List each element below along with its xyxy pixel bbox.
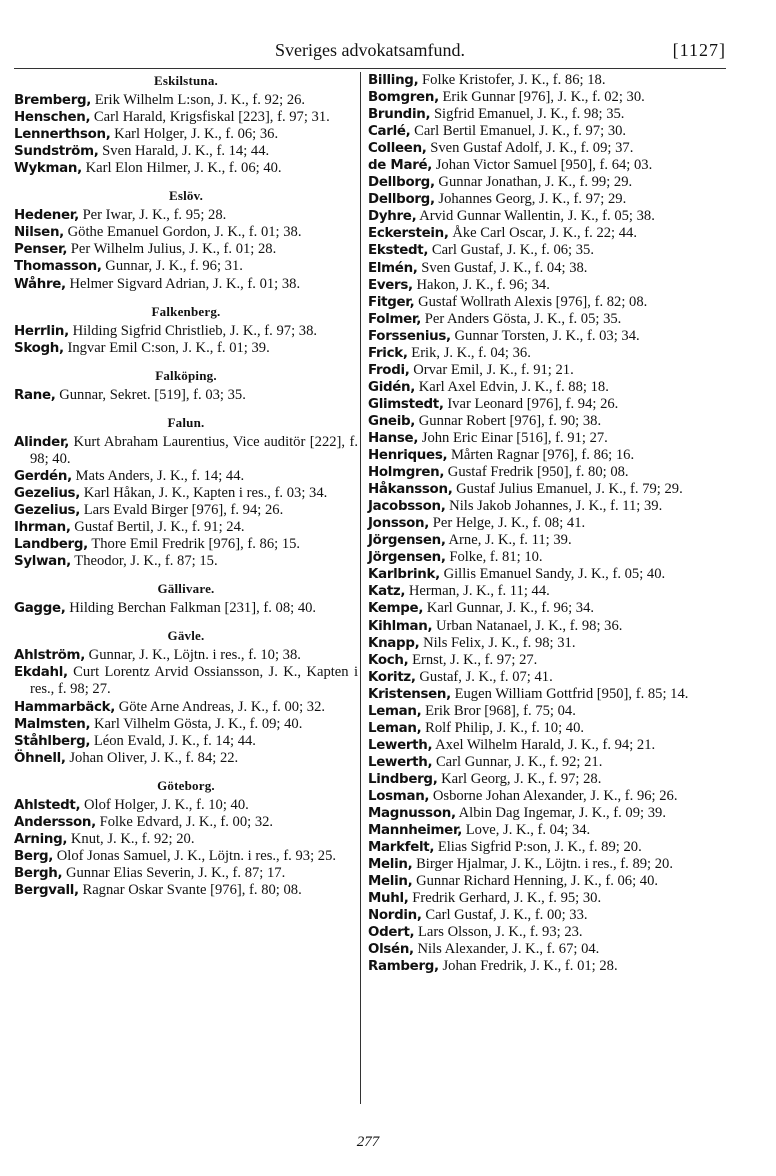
entry-details: Love, J. K., f. 04; 34. xyxy=(465,822,591,839)
directory-entry xyxy=(368,669,712,686)
directory-entry xyxy=(368,89,712,106)
entry-surname: Sundström, xyxy=(14,144,99,160)
entry-surname: Billing, xyxy=(368,73,419,88)
directory-entry xyxy=(14,664,358,698)
entry-details: Urban Natanael, J. K., f. 98; 36. xyxy=(435,617,623,634)
entry-surname: Jörgensen, xyxy=(368,533,446,549)
directory-entry xyxy=(368,396,712,413)
directory-entry xyxy=(14,699,358,716)
entry-surname: Magnusson, xyxy=(368,806,456,822)
entry-surname: Ihrman, xyxy=(14,520,71,536)
directory-entry xyxy=(14,126,358,143)
entry-details: Erik, J. K., f. 04; 36. xyxy=(411,344,531,361)
entry-details: Rolf Philip, J. K., f. 10; 40. xyxy=(425,719,585,736)
section-heading: Gällivare. xyxy=(157,581,215,597)
entry-surname: Hanse, xyxy=(368,430,419,446)
entry-surname: Brundin, xyxy=(368,107,431,123)
entry-details: Gunnar Torsten, J. K., f. 03; 34. xyxy=(454,327,640,344)
entry-surname: Losman, xyxy=(368,788,430,804)
entry-details: Sven Gustaf Adolf, J. K., f. 09; 37. xyxy=(430,140,634,157)
directory-entry xyxy=(368,583,712,600)
directory-entry xyxy=(14,865,358,882)
directory-entry xyxy=(14,600,358,617)
entry-details: Karl Håkan, J. K., Kapten i res., f. 03; 34. xyxy=(83,484,328,501)
entry-surname: Glimstedt, xyxy=(368,396,444,412)
entry-details: Birger Hjalmar, J. K., Löjtn. i res., f. 89; 20. xyxy=(416,856,674,873)
entry-surname: Andersson, xyxy=(14,814,96,830)
entry-surname: Jacobsson, xyxy=(368,499,446,515)
directory-entry xyxy=(14,716,358,733)
entry-surname: Mannheimer, xyxy=(368,823,463,839)
entry-details: Gunnar, J. K., f. 96; 31. xyxy=(105,258,243,275)
entry-surname: Bergh, xyxy=(14,865,63,881)
entry-surname: Gidén, xyxy=(368,379,416,395)
directory-entry xyxy=(368,208,712,225)
directory-entry xyxy=(368,140,712,157)
section-heading: Falun. xyxy=(167,414,205,430)
entry-details: Karl Gunnar, J. K., f. 96; 34. xyxy=(426,600,595,617)
entry-surname: Olsén, xyxy=(368,942,414,958)
directory-entry xyxy=(368,771,712,788)
entry-surname: Leman, xyxy=(368,703,422,719)
directory-entry xyxy=(14,276,358,293)
entry-details: Gunnar Elias Severin, J. K., f. 87; 17. xyxy=(65,864,286,881)
entry-details: Karl Vilhelm Gösta, J. K., f. 09; 40. xyxy=(93,715,303,732)
directory-entry xyxy=(368,481,712,498)
directory-entry xyxy=(14,258,358,275)
entry-surname: Odert, xyxy=(368,925,415,941)
entry-surname: Bergvall, xyxy=(14,882,79,898)
entry-surname: Elmén, xyxy=(368,260,418,276)
entry-details: Albin Dag Ingemar, J. K., f. 09; 39. xyxy=(458,805,666,822)
entry-details: Erik Wilhelm L:son, J. K., f. 92; 26. xyxy=(94,92,306,109)
directory-entry xyxy=(368,720,712,737)
directory-entry xyxy=(14,340,358,357)
section-heading: Falköping. xyxy=(155,367,217,383)
entry-details: Olof Holger, J. K., f. 10; 40. xyxy=(83,796,249,813)
entry-details: Thore Emil Fredrik [976], f. 86; 15. xyxy=(91,536,301,553)
directory-entry xyxy=(14,92,358,109)
entry-surname: de Maré, xyxy=(368,158,433,174)
entry-surname: Karlbrink, xyxy=(368,567,440,583)
directory-entry xyxy=(368,362,712,379)
directory-entry xyxy=(368,328,712,345)
entry-details: Gunnar Robert [976], f. 90; 38. xyxy=(418,412,602,429)
directory-entry xyxy=(368,941,712,958)
directory-entry xyxy=(368,464,712,481)
entry-surname: Nordin, xyxy=(368,908,422,924)
entry-surname: Frodi, xyxy=(368,362,410,378)
directory-entry xyxy=(368,174,712,191)
entry-surname: Bremberg, xyxy=(14,93,92,109)
running-header xyxy=(14,38,726,69)
entry-details: Erik Bror [968], f. 75; 04. xyxy=(425,702,576,719)
entry-surname: Kristensen, xyxy=(368,686,451,702)
directory-entry xyxy=(368,754,712,771)
entry-surname: Jonsson, xyxy=(368,516,430,532)
entry-surname: Dellborg, xyxy=(368,192,435,208)
directory-entry xyxy=(368,345,712,362)
entry-surname: Rane, xyxy=(14,387,56,403)
entry-details: Carl Harald, Krigsfiskal [223], f. 97; 31. xyxy=(93,109,330,126)
entry-surname: Malmsten, xyxy=(14,716,91,732)
directory-entry xyxy=(368,294,712,311)
entry-surname: Gagge, xyxy=(14,601,66,617)
directory-entry xyxy=(14,207,358,224)
entry-details: Per Helge, J. K., f. 08; 41. xyxy=(432,515,586,532)
entry-details: Hakon, J. K., f. 96; 34. xyxy=(416,276,550,293)
directory-entry xyxy=(14,241,358,258)
entry-details: Mårten Ragnar [976], f. 86; 16. xyxy=(450,447,635,464)
entry-surname: Gezelius, xyxy=(14,485,81,501)
directory-entry xyxy=(368,890,712,907)
entry-surname: Thomasson, xyxy=(14,259,102,275)
entry-details: Gunnar, Sekret. [519], f. 03; 35. xyxy=(59,386,246,403)
entry-details: Olof Jonas Samuel, J. K., Löjtn. i res., f. 93; 25. xyxy=(56,847,337,864)
directory-entry xyxy=(14,814,358,831)
entry-surname: Sylwan, xyxy=(14,554,71,570)
directory-entry xyxy=(14,143,358,160)
entry-details: Ragnar Oskar Svante [976], f. 80; 08. xyxy=(82,881,302,898)
entry-details: Johannes Georg, J. K., f. 97; 29. xyxy=(438,191,627,208)
entry-details: Theodor, J. K., f. 87; 15. xyxy=(74,553,218,570)
left-column xyxy=(14,72,358,899)
entry-details: Lars Olsson, J. K., f. 93; 23. xyxy=(418,924,583,941)
entry-details: Göthe Emanuel Gordon, J. K., f. 01; 38. xyxy=(67,224,302,241)
entry-surname: Ahlström, xyxy=(14,648,86,664)
directory-entry xyxy=(368,515,712,532)
entry-surname: Nilsen, xyxy=(14,225,64,241)
entry-surname: Frick, xyxy=(368,345,408,361)
entry-details: Sven Gustaf, J. K., f. 04; 38. xyxy=(421,259,588,276)
directory-entry xyxy=(368,686,712,703)
directory-entry xyxy=(368,157,712,174)
entry-details: Léon Evald, J. K., f. 14; 44. xyxy=(93,732,256,749)
entry-details: Karl Elon Hilmer, J. K., f. 06; 40. xyxy=(85,160,282,177)
entry-surname: Dellborg, xyxy=(368,175,435,191)
directory-entry xyxy=(14,750,358,767)
entry-surname: Dyhre, xyxy=(368,209,417,225)
entry-surname: Ekdahl, xyxy=(14,665,68,681)
entry-surname: Eckerstein, xyxy=(368,226,449,242)
entry-surname: Folmer, xyxy=(368,311,422,327)
entry-details: Gustaf Bertil, J. K., f. 91; 24. xyxy=(74,519,245,536)
entry-surname: Carlé, xyxy=(368,124,411,140)
entry-details: Sigfrid Emanuel, J. K., f. 98; 35. xyxy=(433,106,625,123)
entry-surname: Katz, xyxy=(368,584,406,600)
directory-entry xyxy=(368,566,712,583)
entry-surname: Håkansson, xyxy=(368,482,453,498)
entry-details: John Eric Einar [516], f. 91; 27. xyxy=(421,429,608,446)
entry-details: Karl Axel Edvin, J. K., f. 88; 18. xyxy=(418,378,609,395)
entry-surname: Wåhre, xyxy=(14,276,66,292)
directory-entry xyxy=(368,549,712,566)
entry-surname: Öhnell, xyxy=(14,750,66,766)
directory-entry xyxy=(368,618,712,635)
entry-surname: Herrlin, xyxy=(14,323,69,339)
directory-entry xyxy=(14,434,358,468)
entry-details: Orvar Emil, J. K., f. 91; 21. xyxy=(413,361,574,378)
entry-details: Knut, J. K., f. 92; 20. xyxy=(70,830,195,847)
entry-details: Karl Georg, J. K., f. 97; 28. xyxy=(441,770,602,787)
entry-details: Nils Felix, J. K., f. 98; 31. xyxy=(423,634,576,651)
directory-entry xyxy=(14,502,358,519)
directory-entry xyxy=(14,797,358,814)
directory-entry xyxy=(368,532,712,549)
entry-surname: Koritz, xyxy=(368,669,416,685)
entry-details: Sven Harald, J. K., f. 14; 44. xyxy=(102,143,270,160)
entry-surname: Gerdén, xyxy=(14,468,72,484)
entry-details: Ivar Leonard [976], f. 94; 26. xyxy=(447,395,619,412)
entry-details: Per Wilhelm Julius, J. K., f. 01; 28. xyxy=(70,241,277,258)
entry-details: Göte Arne Andreas, J. K., f. 00; 32. xyxy=(118,698,326,715)
entry-surname: Ekstedt, xyxy=(368,243,429,259)
section-heading: Falkenberg. xyxy=(151,303,221,319)
entry-details: Hilding Sigfrid Christlieb, J. K., f. 97; 38. xyxy=(72,322,318,339)
entry-surname: Holmgren, xyxy=(368,465,445,481)
page-reference: [1127] xyxy=(672,40,726,60)
entry-surname: Leman, xyxy=(368,720,422,736)
entry-surname: Skogh, xyxy=(14,340,64,356)
right-column xyxy=(368,72,712,975)
entry-surname: Forssenius, xyxy=(368,328,451,344)
entry-details: Gunnar Richard Henning, J. K., f. 06; 40. xyxy=(416,873,659,890)
entry-surname: Melin, xyxy=(368,857,413,873)
entry-surname: Lewerth, xyxy=(368,737,433,753)
entry-surname: Ramberg, xyxy=(368,959,439,975)
entry-details: Carl Bertil Emanuel, J. K., f. 97; 30. xyxy=(414,123,627,140)
directory-entry xyxy=(368,225,712,242)
entry-details: Per Iwar, J. K., f. 95; 28. xyxy=(82,207,227,224)
directory-entry xyxy=(368,805,712,822)
entry-details: Gillis Emanuel Sandy, J. K., f. 05; 40. xyxy=(443,566,666,583)
directory-entry xyxy=(14,553,358,570)
directory-entry xyxy=(14,109,358,126)
entry-details: Per Anders Gösta, J. K., f. 05; 35. xyxy=(424,310,622,327)
entry-surname: Kempe, xyxy=(368,601,424,617)
entry-details: Carl Gustaf, J. K., f. 00; 33. xyxy=(425,907,588,924)
entry-surname: Kihlman, xyxy=(368,618,433,634)
entry-surname: Muhl, xyxy=(368,891,409,907)
entry-details: Curt Lorentz Arvid Ossiansson, J. K., Kapten i res., f. 98; 27. xyxy=(30,664,358,698)
entry-details: Fredrik Gerhard, J. K., f. 95; 30. xyxy=(412,890,602,907)
entry-surname: Evers, xyxy=(368,277,413,293)
entry-surname: Ståhlberg, xyxy=(14,733,91,749)
entry-details: Arne, J. K., f. 11; 39. xyxy=(448,532,572,549)
entry-details: Mats Anders, J. K., f. 14; 44. xyxy=(75,467,245,484)
entry-surname: Koch, xyxy=(368,652,409,668)
entry-details: Nils Alexander, J. K., f. 67; 04. xyxy=(417,941,600,958)
entry-details: Axel Wilhelm Harald, J. K., f. 94; 21. xyxy=(435,736,656,753)
entry-details: Gunnar, J. K., Löjtn. i res., f. 10; 38. xyxy=(88,647,301,664)
entry-details: Nils Jakob Johannes, J. K., f. 11; 39. xyxy=(449,498,663,515)
entry-surname: Bomgren, xyxy=(368,90,439,106)
entry-details: Gunnar Jonathan, J. K., f. 99; 29. xyxy=(438,174,633,191)
entry-details: Herman, J. K., f. 11; 44. xyxy=(408,583,550,600)
entry-details: Folke Kristofer, J. K., f. 86; 18. xyxy=(422,72,606,88)
entry-details: Erik Gunnar [976], J. K., f. 02; 30. xyxy=(442,89,645,106)
entry-surname: Fitger, xyxy=(368,294,415,310)
entry-surname: Melin, xyxy=(368,874,413,890)
directory-entry xyxy=(368,839,712,856)
entry-details: Carl Gustaf, J. K., f. 06; 35. xyxy=(431,242,594,259)
directory-entry xyxy=(368,788,712,805)
entry-details: Gustaf Wollrath Alexis [976], f. 82; 08. xyxy=(418,293,648,310)
directory-entry xyxy=(368,242,712,259)
directory-entry xyxy=(368,413,712,430)
directory-entry xyxy=(14,224,358,241)
directory-entry xyxy=(14,387,358,404)
entry-surname: Berg, xyxy=(14,848,54,864)
entry-surname: Markfelt, xyxy=(368,840,435,856)
entry-surname: Penser, xyxy=(14,242,68,258)
column-divider xyxy=(360,72,361,1104)
directory-entry xyxy=(368,600,712,617)
entry-details: Gustaf, J. K., f. 07; 41. xyxy=(419,668,553,685)
directory-entry xyxy=(368,873,712,890)
directory-entry xyxy=(368,123,712,140)
entry-surname: Landberg, xyxy=(14,537,88,553)
entry-details: Osborne Johan Alexander, J. K., f. 96; 26. xyxy=(432,787,678,804)
entry-surname: Gezelius, xyxy=(14,503,81,519)
entry-surname: Henschen, xyxy=(14,110,91,126)
section-heading: Göteborg. xyxy=(157,777,215,793)
entry-details: Folke Edvard, J. K., f. 00; 32. xyxy=(99,813,274,830)
directory-entry xyxy=(14,848,358,865)
directory-entry xyxy=(368,958,712,975)
directory-entry xyxy=(368,907,712,924)
directory-entry xyxy=(368,260,712,277)
directory-entry xyxy=(368,430,712,447)
directory-entry xyxy=(368,311,712,328)
entry-details: Johan Oliver, J. K., f. 84; 22. xyxy=(69,749,239,766)
entry-details: Folke, f. 81; 10. xyxy=(449,549,543,566)
entry-surname: Lennerthson, xyxy=(14,127,111,143)
entry-surname: Knapp, xyxy=(368,635,420,651)
entry-surname: Alinder, xyxy=(14,434,70,450)
entry-details: Kurt Abraham Laurentius, Vice auditör [222], f. 98; 40. xyxy=(30,433,358,467)
directory-entry xyxy=(14,485,358,502)
entry-details: Gustaf Fredrik [950], f. 80; 08. xyxy=(447,464,629,481)
entry-surname: Lindberg, xyxy=(368,771,438,787)
entry-details: Elias Sigfrid P:son, J. K., f. 89; 20. xyxy=(437,839,642,856)
section-heading: Eskilstuna. xyxy=(154,73,218,88)
entry-surname: Lewerth, xyxy=(368,754,433,770)
entry-details: Johan Fredrik, J. K., f. 01; 28. xyxy=(442,958,618,975)
section-heading: Eslöv. xyxy=(168,188,204,204)
entry-surname: Wykman, xyxy=(14,161,82,177)
entry-surname: Hammarbäck, xyxy=(14,699,116,715)
directory-entry xyxy=(14,519,358,536)
entry-surname: Gneib, xyxy=(368,413,416,429)
entry-surname: Henriques, xyxy=(368,448,448,464)
entry-surname: Arning, xyxy=(14,831,68,847)
directory-entry xyxy=(368,106,712,123)
directory-entry xyxy=(14,831,358,848)
directory-entry xyxy=(14,160,358,177)
directory-entry xyxy=(368,277,712,294)
entry-details: Eugen William Gottfrid [950], f. 85; 14. xyxy=(454,685,689,702)
directory-entry xyxy=(14,882,358,899)
entry-details: Johan Victor Samuel [950], f. 64; 03. xyxy=(435,157,653,174)
directory-entry xyxy=(368,737,712,754)
directory-entry xyxy=(14,733,358,750)
directory-entry xyxy=(368,498,712,515)
directory-entry xyxy=(368,822,712,839)
entry-surname: Hedener, xyxy=(14,208,79,224)
entry-details: Karl Holger, J. K., f. 06; 36. xyxy=(114,126,279,143)
directory-entry xyxy=(368,924,712,941)
directory-entry xyxy=(14,323,358,340)
directory-entry xyxy=(368,856,712,873)
entry-details: Ingvar Emil C:son, J. K., f. 01; 39. xyxy=(67,339,270,356)
directory-entry xyxy=(368,72,712,89)
directory-entry xyxy=(368,379,712,396)
directory-entry xyxy=(368,191,712,208)
entry-details: Hilding Berchan Falkman [231], f. 08; 40. xyxy=(69,600,317,617)
directory-entry xyxy=(368,703,712,720)
entry-details: Arvid Gunnar Wallentin, J. K., f. 05; 38. xyxy=(419,208,655,225)
entry-surname: Colleen, xyxy=(368,141,427,157)
directory-entry xyxy=(368,652,712,669)
directory-entry xyxy=(14,536,358,553)
entry-surname: Ahlstedt, xyxy=(14,797,81,813)
page-number: 277 xyxy=(356,1134,380,1150)
entry-details: Åke Carl Oscar, J. K., f. 22; 44. xyxy=(452,225,637,242)
section-heading: Gävle. xyxy=(167,628,205,644)
directory-entry xyxy=(368,447,712,464)
running-title: Sveriges advokatsamfund. xyxy=(275,40,465,60)
directory-entry xyxy=(368,635,712,652)
entry-details: Ernst, J. K., f. 97; 27. xyxy=(412,651,538,668)
entry-details: Helmer Sigvard Adrian, J. K., f. 01; 38. xyxy=(69,275,301,292)
entry-details: Lars Evald Birger [976], f. 94; 26. xyxy=(83,502,284,519)
entry-details: Carl Gunnar, J. K., f. 92; 21. xyxy=(435,753,603,770)
directory-entry xyxy=(14,468,358,485)
directory-entry xyxy=(14,647,358,664)
entry-surname: Jörgensen, xyxy=(368,550,446,566)
entry-details: Gustaf Julius Emanuel, J. K., f. 79; 29. xyxy=(456,481,683,498)
